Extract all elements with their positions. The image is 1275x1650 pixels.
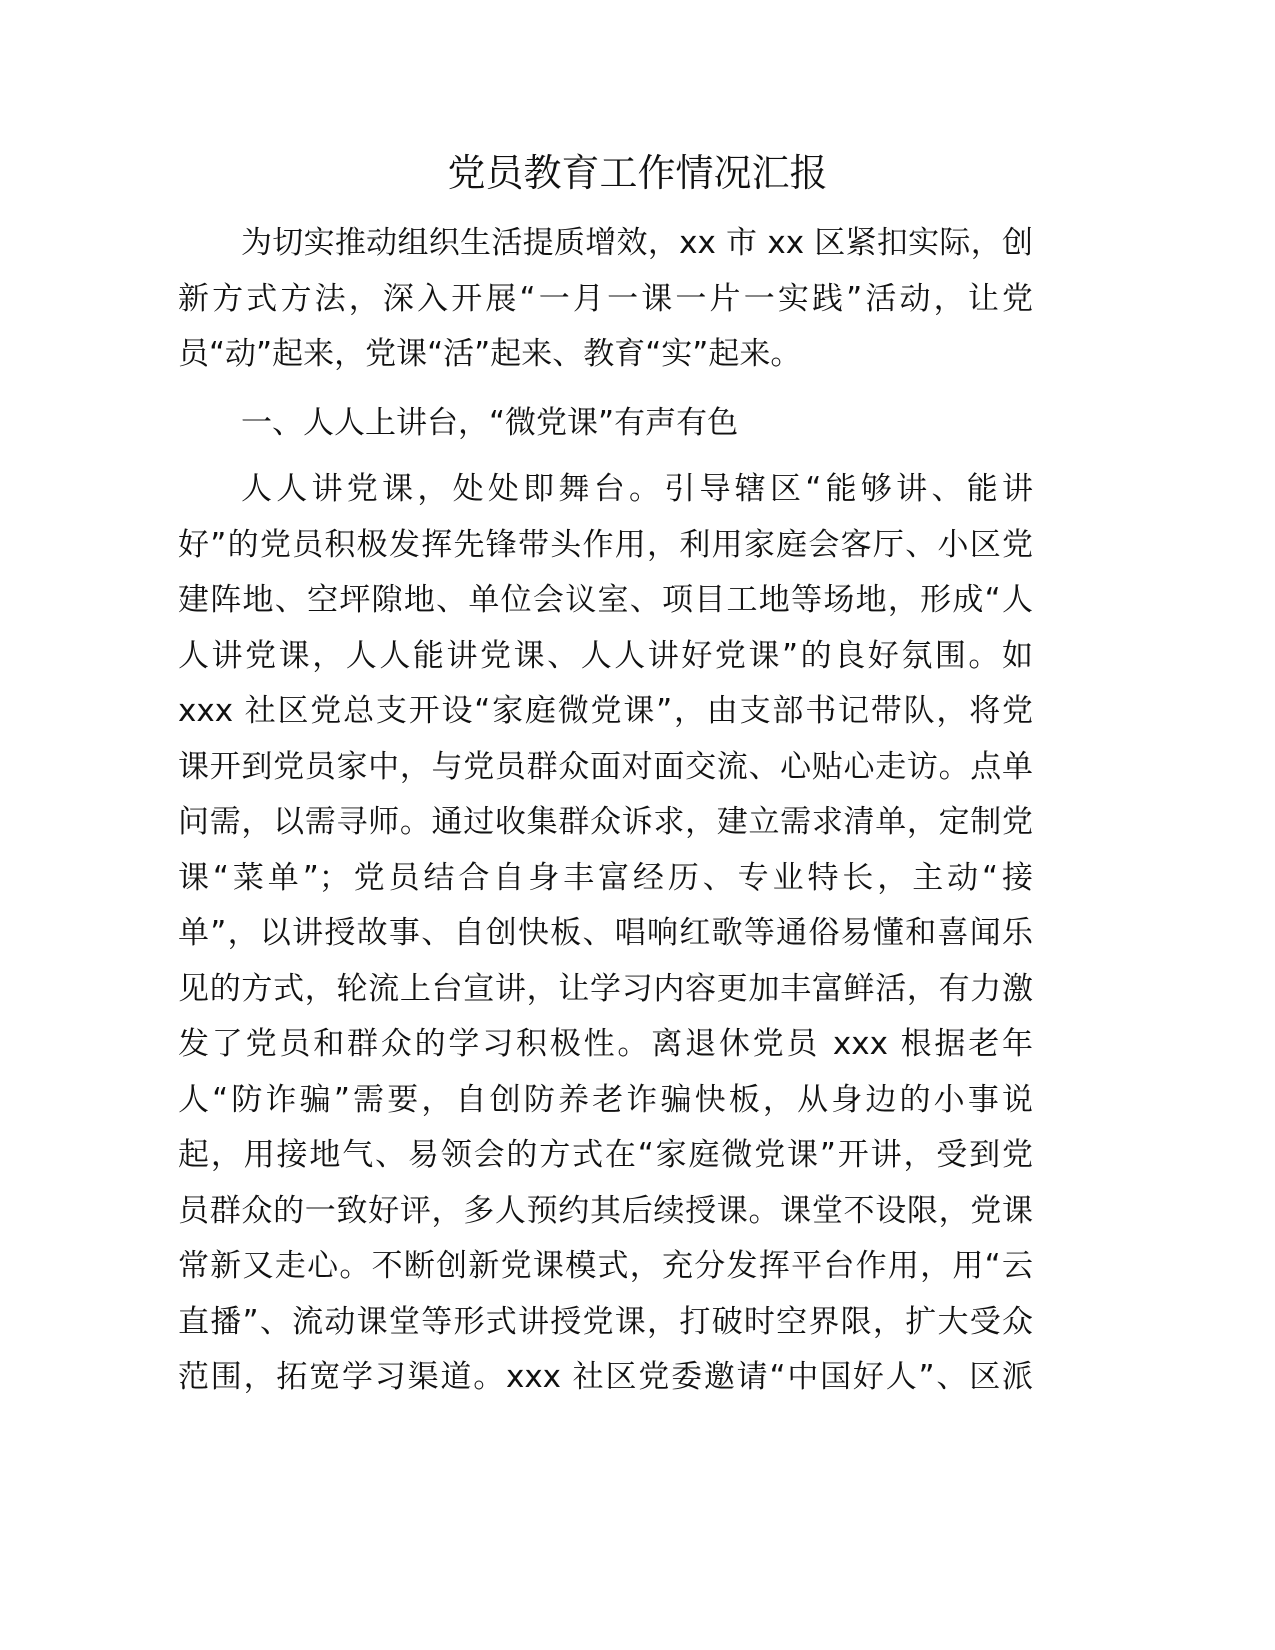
paragraph-line: 建阵地、空坪隙地、单位会议室、项目工地等场地，形成“人 bbox=[178, 582, 1033, 618]
paragraph-line: 直播”、流动课堂等形式讲授党课，打破时空界限，扩大受众 bbox=[178, 1303, 1033, 1340]
paragraph-line: 常新又走心。不断创新党课模式，充分发挥平台作用，用“云 bbox=[178, 1248, 1033, 1284]
paragraph-line: 人人讲党课，处处即舞台。引导辖区“能够讲、能讲 bbox=[241, 471, 1033, 507]
section-heading: 一、人人上讲台，“微党课”有声有色 bbox=[241, 405, 739, 441]
paragraph-line: 课“菜单”；党员结合自身丰富经历、专业特长，主动“接 bbox=[178, 859, 1033, 896]
document-title: 党员教育工作情况汇报 bbox=[447, 151, 828, 195]
paragraph-line: 人“防诈骗”需要，自创防养老诈骗快板，从身边的小事说 bbox=[178, 1081, 1033, 1118]
paragraph-line: 员“动”起来，党课“活”起来、教育“实”起来。 bbox=[178, 336, 802, 372]
paragraph-line: 发了党员和群众的学习积极性。离退休党员 xxx 根据老年 bbox=[178, 1026, 1033, 1062]
paragraph-line: 员群众的一致好评，多人预约其后续授课。课堂不设限，党课 bbox=[178, 1192, 1033, 1229]
paragraph-line: xxx 社区党总支开设“家庭微党课”，由支部书记带队，将党 bbox=[178, 693, 1033, 729]
paragraph-line: 好”的党员积极发挥先锋带头作用，利用家庭会客厅、小区党 bbox=[178, 526, 1033, 563]
paragraph-line: 新方式方法，深入开展“一月一课一片一实践”活动，让党 bbox=[178, 280, 1033, 317]
paragraph-line: 为切实推动组织生活提质增效，xx 市 xx 区紧扣实际，创 bbox=[241, 225, 1033, 261]
paragraph-line: 见的方式，轮流上台宣讲，让学习内容更加丰富鲜活，有力激 bbox=[178, 970, 1033, 1007]
paragraph-line: 起，用接地气、易领会的方式在“家庭微党课”开讲，受到党 bbox=[178, 1137, 1033, 1173]
paragraph-line: 课开到党员家中，与党员群众面对面交流、心贴心走访。点单 bbox=[178, 748, 1033, 785]
paragraph-line: 人讲党课，人人能讲党课、人人讲好党课”的良好氛围。如 bbox=[178, 637, 1033, 674]
paragraph-line: 问需，以需寻师。通过收集群众诉求，建立需求清单，定制党 bbox=[178, 804, 1033, 840]
paragraph-line: 单”，以讲授故事、自创快板、唱响红歌等通俗易懂和喜闻乐 bbox=[178, 915, 1033, 951]
paragraph-line: 范围，拓宽学习渠道。xxx 社区党委邀请“中国好人”、区派 bbox=[178, 1359, 1033, 1395]
